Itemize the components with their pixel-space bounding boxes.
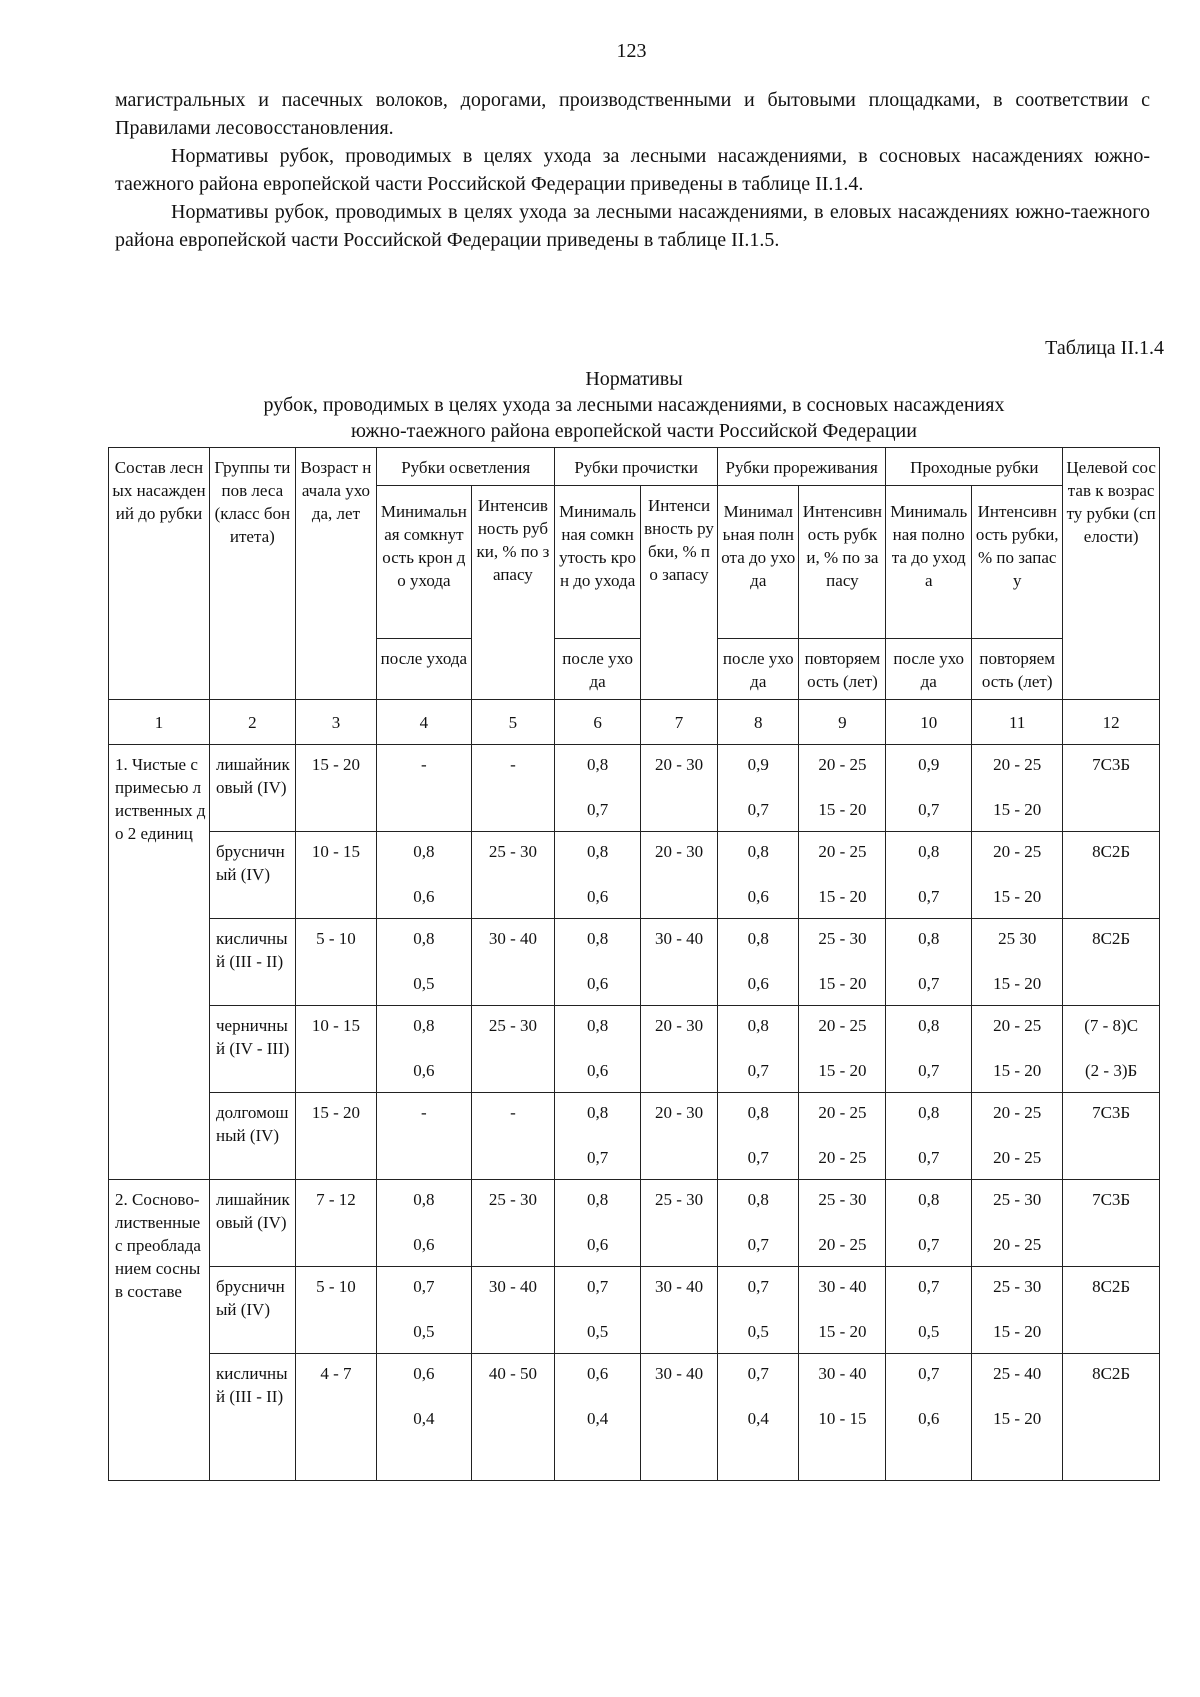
cleaning-canopy-cell [555, 745, 641, 832]
forest-type-cell: черничный (IV - III) [209, 1006, 295, 1093]
thinning-density-cell [718, 1093, 799, 1180]
value-after: 10 - 15 [818, 1409, 867, 1428]
value-after: 15 - 20 [993, 1061, 1042, 1080]
value-after: 0,7 [586, 800, 609, 819]
header-group-clearing: Рубки осветления [377, 448, 555, 486]
value-after: 0,7 [918, 887, 940, 906]
header-c4-after: после ухода [377, 639, 471, 700]
value-before: 8С2Б [1092, 842, 1131, 861]
forest-type-cell: брусничный (IV) [209, 832, 295, 919]
value-before: 0,8 [747, 1190, 769, 1209]
value-before: 8С2Б [1092, 1277, 1131, 1296]
clearing-intensity-cell: 40 - 50 [471, 1354, 555, 1481]
passage-density-cell [886, 919, 972, 1006]
cleaning-intensity-cell: 20 - 30 [640, 745, 717, 832]
value-after: 15 - 20 [993, 974, 1042, 993]
table-row [109, 1354, 1160, 1481]
clearing-canopy-cell [377, 1180, 471, 1267]
value-before: 8С2Б [1092, 929, 1131, 948]
value-before: 0,8 [413, 842, 435, 861]
target-composition-cell [1063, 1180, 1160, 1267]
value-after: 0,7 [747, 1061, 769, 1080]
clearing-canopy-cell [377, 832, 471, 919]
value-after: 0,6 [586, 887, 609, 906]
passage-intensity-cell [972, 745, 1063, 832]
value-after: 0,7 [586, 1148, 609, 1167]
header-c10-after: после ухода [886, 639, 972, 700]
clearing-intensity-cell: - [471, 745, 555, 832]
value-before: 0,7 [413, 1277, 435, 1296]
column-number: 7 [640, 700, 717, 745]
value-after: 0,6 [413, 887, 435, 906]
value-after: 0,7 [918, 1148, 940, 1167]
value-before: 20 - 25 [818, 755, 867, 774]
passage-intensity-cell [972, 919, 1063, 1006]
start-age-cell: 5 - 10 [295, 1267, 376, 1354]
value-before: 7С3Б [1092, 755, 1131, 774]
table-title [108, 366, 1160, 444]
passage-intensity-cell [972, 832, 1063, 919]
value-before: 0,7 [918, 1364, 940, 1383]
column-number: 12 [1063, 700, 1160, 745]
value-before: 0,8 [586, 929, 609, 948]
clearing-canopy-cell [377, 745, 471, 832]
clearing-canopy-cell [377, 919, 471, 1006]
value-after: 0,6 [586, 1235, 609, 1254]
passage-density-cell [886, 1180, 972, 1267]
column-number: 8 [718, 700, 799, 745]
value-before: 0,9 [918, 755, 940, 774]
value-before: 30 - 40 [818, 1364, 867, 1383]
value-before: 0,8 [918, 1190, 940, 1209]
value-after: 15 - 20 [993, 1322, 1042, 1341]
intro-paragraph-1: магистральных и пасечных волоков, дорогами, производственными и бытовыми площадками, в соответствии с Правилами лесовосстановления. [115, 89, 1150, 139]
passage-intensity-cell [972, 1006, 1063, 1093]
thinning-intensity-cell [799, 1267, 886, 1354]
page-number: 123 [616, 40, 647, 62]
value-after: 20 - 25 [993, 1235, 1042, 1254]
thinning-intensity-cell [799, 919, 886, 1006]
value-before: 20 - 25 [993, 755, 1042, 774]
clearing-intensity-cell: - [471, 1093, 555, 1180]
header-c5-intensity: Интенсивность рубки, % по запасу [471, 486, 555, 700]
value-after: 15 - 20 [993, 887, 1042, 906]
cleaning-intensity-cell: 20 - 30 [640, 832, 717, 919]
clearing-canopy-cell [377, 1267, 471, 1354]
passage-density-cell [886, 1006, 972, 1093]
intro-paragraph-2: Нормативы рубок, проводимых в целях ухода за лесными насаждениями, в сосновых насаждениях южно-таежного района европейской части Российской Федерации приведены в таблице II.1.4. [115, 145, 1150, 195]
column-number: 9 [799, 700, 886, 745]
forest-type-cell: брусничный (IV) [209, 1267, 295, 1354]
start-age-cell: 7 - 12 [295, 1180, 376, 1267]
value-after: 0,7 [918, 800, 940, 819]
thinning-density-cell [718, 919, 799, 1006]
start-age-cell: 10 - 15 [295, 1006, 376, 1093]
value-after: 0,6 [586, 974, 609, 993]
column-number: 5 [471, 700, 555, 745]
start-age-cell: 15 - 20 [295, 1093, 376, 1180]
value-before: 0,8 [747, 1103, 769, 1122]
value-after: 0,6 [413, 1235, 435, 1254]
cleaning-intensity-cell: 25 - 30 [640, 1180, 717, 1267]
column-number: 1 [109, 700, 210, 745]
value-after: 20 - 25 [993, 1148, 1042, 1167]
passage-intensity-cell [972, 1267, 1063, 1354]
value-after: 0,5 [413, 1322, 435, 1341]
value-before: 8С2Б [1092, 1364, 1131, 1383]
value-after: 15 - 20 [818, 1322, 867, 1341]
value-before: 0,8 [413, 1016, 435, 1035]
passage-density-cell [886, 1354, 972, 1481]
value-before: 0,8 [747, 929, 769, 948]
value-after: 0,7 [918, 1061, 940, 1080]
column-number: 10 [886, 700, 972, 745]
value-after: 0,6 [747, 887, 769, 906]
value-after: 0,5 [586, 1322, 609, 1341]
column-number: 3 [295, 700, 376, 745]
header-group-passage: Проходные рубки [886, 448, 1063, 486]
value-before: 0,6 [586, 1364, 609, 1383]
value-before: 20 - 25 [993, 842, 1042, 861]
start-age-cell: 5 - 10 [295, 919, 376, 1006]
header-target-composition: Целевой состав к возрасту рубки (спелости) [1063, 448, 1160, 700]
table-title-line-1: Нормативы [585, 368, 683, 390]
forest-type-cell: кисличный (III - II) [209, 919, 295, 1006]
norms-table [108, 447, 1160, 1481]
target-composition-cell [1063, 1354, 1160, 1481]
value-before: 0,8 [586, 755, 609, 774]
value-before: 0,8 [586, 1016, 609, 1035]
value-before: 20 - 25 [818, 1103, 867, 1122]
value-before: - [421, 1103, 427, 1122]
value-before: 0,7 [747, 1277, 769, 1296]
cleaning-canopy-cell [555, 919, 641, 1006]
value-before: - [421, 755, 427, 774]
header-c11-repeat: повторяемость (лет) [972, 639, 1063, 700]
table-row [109, 745, 1160, 832]
passage-density-cell [886, 1093, 972, 1180]
column-number: 6 [555, 700, 641, 745]
target-composition-cell [1063, 832, 1160, 919]
group-label: 2. Сосново-лиственные с преобладанием сосны в составе [109, 1180, 210, 1481]
value-after: 15 - 20 [993, 800, 1042, 819]
thinning-intensity-cell [799, 1354, 886, 1481]
header-c8-after: после ухода [718, 639, 799, 700]
value-before: 0,8 [918, 929, 940, 948]
cleaning-canopy-cell [555, 1267, 641, 1354]
passage-density-cell [886, 745, 972, 832]
cleaning-intensity-cell: 30 - 40 [640, 1267, 717, 1354]
target-composition-cell [1063, 919, 1160, 1006]
value-before: 20 - 25 [993, 1103, 1042, 1122]
value-after: 0,4 [413, 1409, 435, 1428]
cleaning-intensity-cell: 30 - 40 [640, 1354, 717, 1481]
value-after: 15 - 20 [993, 1409, 1042, 1428]
passage-intensity-cell [972, 1093, 1063, 1180]
value-after: 0,7 [747, 1148, 769, 1167]
value-after: 0,6 [918, 1409, 940, 1428]
thinning-density-cell [718, 1267, 799, 1354]
clearing-intensity-cell: 30 - 40 [471, 1267, 555, 1354]
clearing-intensity-cell: 25 - 30 [471, 1006, 555, 1093]
column-number: 11 [972, 700, 1063, 745]
column-number: 2 [209, 700, 295, 745]
value-after: 0,4 [747, 1409, 769, 1428]
value-before: 0,8 [413, 1190, 435, 1209]
intro-text [115, 86, 1150, 254]
start-age-cell: 10 - 15 [295, 832, 376, 919]
value-before: 20 - 25 [818, 842, 867, 861]
forest-type-cell: лишайниковый (IV) [209, 1180, 295, 1267]
header-group-thinning: Рубки прореживания [718, 448, 886, 486]
value-after: (2 - 3)Б [1085, 1061, 1138, 1080]
value-after: 15 - 20 [818, 887, 867, 906]
value-after: 15 - 20 [818, 800, 867, 819]
start-age-cell: 4 - 7 [295, 1354, 376, 1481]
value-after: 20 - 25 [818, 1235, 867, 1254]
value-before: 25 - 30 [818, 929, 867, 948]
value-after: 0,5 [747, 1322, 769, 1341]
cleaning-canopy-cell [555, 832, 641, 919]
header-start-age: Возраст начала ухода, лет [295, 448, 376, 700]
cleaning-canopy-cell [555, 1354, 641, 1481]
group-label: 1. Чистые с примесью лиственных до 2 единиц [109, 745, 210, 1180]
cleaning-intensity-cell: 30 - 40 [640, 919, 717, 1006]
table-row [109, 1006, 1160, 1093]
value-before: 0,8 [586, 1103, 609, 1122]
header-c11-intensity: Интенсивность рубки, % по запасу [972, 486, 1063, 639]
forest-type-cell: лишайниковый (IV) [209, 745, 295, 832]
clearing-canopy-cell [377, 1006, 471, 1093]
cleaning-canopy-cell [555, 1180, 641, 1267]
header-c6-after: после ухода [555, 639, 641, 700]
start-age-cell: 15 - 20 [295, 745, 376, 832]
value-before: 25 - 30 [993, 1277, 1042, 1296]
value-after: 0,6 [413, 1061, 435, 1080]
passage-density-cell [886, 1267, 972, 1354]
value-before: 20 - 25 [993, 1016, 1042, 1035]
forest-type-cell: долгомошный (IV) [209, 1093, 295, 1180]
value-before: 25 - 30 [993, 1190, 1042, 1209]
value-before: 25 - 40 [993, 1364, 1042, 1383]
target-composition-cell [1063, 1093, 1160, 1180]
value-before: 0,8 [918, 842, 940, 861]
column-numbers-row [109, 700, 1160, 745]
thinning-density-cell [718, 832, 799, 919]
target-composition-cell [1063, 1006, 1160, 1093]
header-c10-min-density: Минимальная полнота до ухода [886, 486, 972, 639]
thinning-intensity-cell [799, 1180, 886, 1267]
value-before: 0,8 [747, 1016, 769, 1035]
value-before: 0,9 [747, 755, 769, 774]
thinning-intensity-cell [799, 745, 886, 832]
thinning-intensity-cell [799, 832, 886, 919]
clearing-intensity-cell: 25 - 30 [471, 832, 555, 919]
value-after: 0,5 [413, 974, 435, 993]
passage-intensity-cell [972, 1180, 1063, 1267]
thinning-density-cell [718, 1354, 799, 1481]
cleaning-canopy-cell [555, 1093, 641, 1180]
header-c6-min-canopy: Минимальная сомкнутость крон до ухода [555, 486, 641, 639]
header-forest-type: Группы типов леса (класс бонитета) [209, 448, 295, 700]
table-row [109, 1093, 1160, 1180]
clearing-canopy-cell [377, 1354, 471, 1481]
value-after: 0,6 [586, 1061, 609, 1080]
header-group-cleaning: Рубки прочистки [555, 448, 718, 486]
value-before: 0,8 [747, 842, 769, 861]
value-after: 20 - 25 [818, 1148, 867, 1167]
value-before: 0,7 [918, 1277, 940, 1296]
target-composition-cell [1063, 745, 1160, 832]
table-title-line-3: южно-таежного района европейской части Российской Федерации [351, 420, 917, 442]
value-before: (7 - 8)С [1084, 1016, 1139, 1035]
passage-intensity-cell [972, 1354, 1063, 1481]
value-after: 15 - 20 [818, 974, 867, 993]
table-row [109, 832, 1160, 919]
value-after: 15 - 20 [818, 1061, 867, 1080]
passage-density-cell [886, 832, 972, 919]
value-after: 0,6 [747, 974, 769, 993]
thinning-density-cell [718, 1006, 799, 1093]
header-c9-repeat: повторяемость (лет) [799, 639, 886, 700]
clearing-canopy-cell [377, 1093, 471, 1180]
value-before: 0,8 [586, 1190, 609, 1209]
value-after: 0,7 [747, 800, 769, 819]
value-before: 0,8 [918, 1016, 940, 1035]
value-after: 0,7 [747, 1235, 769, 1254]
table-row [109, 919, 1160, 1006]
value-after: 0,5 [918, 1322, 940, 1341]
header-c7-intensity: Интенсивность рубки, % по запасу [640, 486, 717, 700]
intro-paragraph-3: Нормативы рубок, проводимых в целях ухода за лесными насаждениями, в еловых насаждениях южно-таежного района европейской части Российской Федерации приведены в таблице II.1.5. [115, 201, 1150, 251]
value-before: 0,6 [413, 1364, 435, 1383]
value-before: 30 - 40 [818, 1277, 867, 1296]
value-before: 20 - 25 [818, 1016, 867, 1035]
value-before: 7С3Б [1092, 1190, 1131, 1209]
header-c8-min-density: Минимальная полнота до ухода [718, 486, 799, 639]
thinning-intensity-cell [799, 1093, 886, 1180]
value-before: 0,7 [586, 1277, 609, 1296]
thinning-density-cell [718, 1180, 799, 1267]
value-before: 0,8 [918, 1103, 940, 1122]
table-row [109, 1180, 1160, 1267]
column-number: 4 [377, 700, 471, 745]
table-caption: Таблица II.1.4 [1045, 337, 1164, 359]
cleaning-intensity-cell: 20 - 30 [640, 1006, 717, 1093]
value-before: 0,8 [413, 929, 435, 948]
value-before: 25 - 30 [818, 1190, 867, 1209]
value-before: 7С3Б [1092, 1103, 1131, 1122]
target-composition-cell [1063, 1267, 1160, 1354]
value-before: 0,8 [586, 842, 609, 861]
clearing-intensity-cell: 25 - 30 [471, 1180, 555, 1267]
value-after: 0,7 [918, 1235, 940, 1254]
value-after: 0,7 [918, 974, 940, 993]
cleaning-canopy-cell [555, 1006, 641, 1093]
table-body [109, 745, 1160, 1481]
table-row [109, 1267, 1160, 1354]
thinning-intensity-cell [799, 1006, 886, 1093]
cleaning-intensity-cell: 20 - 30 [640, 1093, 717, 1180]
value-before: 0,7 [747, 1364, 769, 1383]
clearing-intensity-cell: 30 - 40 [471, 919, 555, 1006]
thinning-density-cell [718, 745, 799, 832]
header-c9-intensity: Интенсивность рубки, % по запасу [799, 486, 886, 639]
value-after: 0,4 [586, 1409, 609, 1428]
header-composition: Состав лесных насаждений до рубки [109, 448, 210, 700]
table-title-line-2: рубок, проводимых в целях ухода за лесными насаждениями, в сосновых насаждениях [263, 394, 1005, 416]
value-before: 25 30 [998, 929, 1037, 948]
forest-type-cell: кисличный (III - II) [209, 1354, 295, 1481]
header-c4-min-canopy: Минимальная сомкнутость крон до ухода [377, 486, 471, 639]
